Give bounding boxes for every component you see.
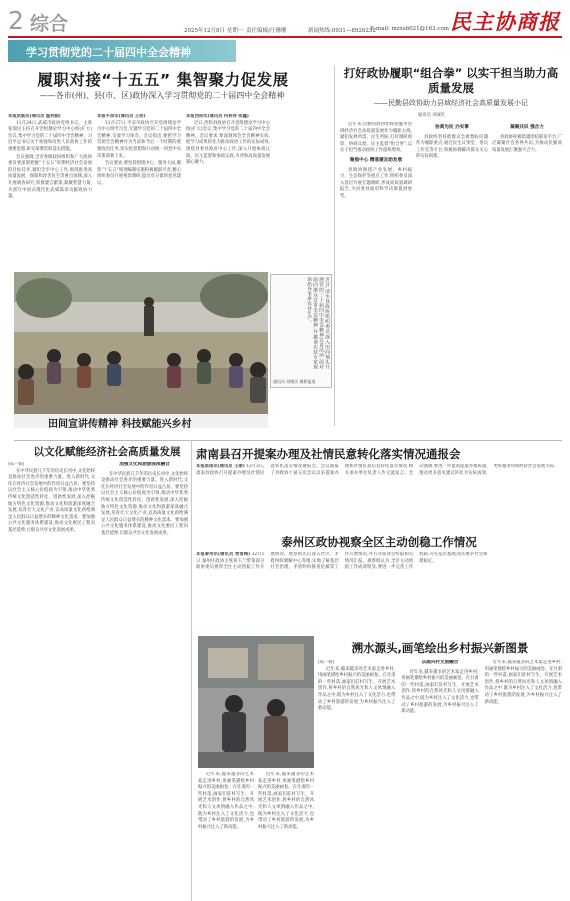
paper-logo: 民主协商报 xyxy=(450,10,560,34)
article1-byline1: 本报武威讯(通讯员 温利娟) xyxy=(8,114,61,119)
photo-side-credit: 通讯员 刘维民 摄影报道 xyxy=(273,379,316,384)
email-line: E-mail: mzxsb021@163.com xyxy=(370,26,449,32)
editor-line: 责任编辑/汪珊珊 xyxy=(246,28,287,34)
photo2-illustration xyxy=(198,636,314,768)
article1-subtitle: ——各市(州)、县(市、区)政协深入学习贯彻党的二十届四中全会精神 xyxy=(39,91,285,100)
page-number: 2 xyxy=(8,6,24,35)
article6-p1: 近年来,越来越多的艺术家走进乡村,用画笔描绘乡村振兴的美丽画卷。在甘肃的一些村落,画家们驻村写生、开展艺术创作,将乡村的自然风光和人文风情融入作品之中,既为乡村注入了文化活力,也带动了乡村旅游的发展,为乡村振兴注入了新动能。 xyxy=(318,666,396,712)
phone-line: 新闻热线:0931—8926232 xyxy=(308,28,376,34)
photo-side-box xyxy=(270,274,332,388)
article2-col1 xyxy=(340,122,412,384)
article2-head3: 凝聚共识 强合力 xyxy=(510,125,544,130)
article4-text: 12月1日,秦州区政协主席何玉兰带领部分政协委员视察全区主动创稳工作开展情况。视察组先后深入社区、矛盾纠纷调解中心等地,实地了解基层社会治理、矛盾纠纷排查化解等工作开展情况,并召开座谈会听取相关情况汇报。视察组认为,全区主动创稳工作成效明显,要进一步完善工作机制,夯实基层基础,切实维护社会和谐稳定。 xyxy=(196,552,488,571)
masthead xyxy=(8,6,562,36)
article2-col2 xyxy=(416,122,488,384)
article3-title: 肃南县召开提案办理及社情民意转化落实情况通报会 xyxy=(196,447,461,461)
article1-byline2: 本报平凉讯(通讯员 王妍) xyxy=(97,114,146,119)
article6-left-col xyxy=(198,772,314,894)
article4-body xyxy=(196,552,562,632)
news-photo-outdoor-lecture xyxy=(14,272,268,414)
article5-body xyxy=(8,462,188,894)
article5-byline: (郑一娟) xyxy=(8,462,25,467)
photo-caption-bar xyxy=(14,414,268,428)
article1-col2 xyxy=(97,114,181,264)
article2-p1: 近年来,民勤县政协始终把服务县域经济社会高质量发展作为履职主线,紧扣发展所需、民生所盼,打好调研视察、协商议政、民主监督“组合拳”,以实干担当推动政协工作提质增效。 xyxy=(340,122,412,154)
article2-p4: 县政协积极搭建团结联谊平台,广泛凝聚社会各界共识,为推动民勤高质量发展汇聚强大合力。 xyxy=(492,134,562,153)
article1-byline3: 本报西和讯(通讯员 何莉萍 张鑫) xyxy=(186,114,249,119)
article1-col3 xyxy=(186,114,270,264)
column-divider xyxy=(334,66,335,426)
photo-caption: 田间宣讲传精神 科技赋能兴乡村 xyxy=(48,419,192,430)
article4-title: 泰州区政协视察全区主动创稳工作情况 xyxy=(281,535,477,549)
article3-text: 12月3日,肃南县政协召开提案办理及社情民意转化落实情况通报会。会议通报了县政协十届五次会议以来提案办理和社情民意信息转化落实情况,相关承办单位负责人作交流发言。会议强调,要进一步提高提案办理质量,推动更多意见建议转化为实际成效,更好服务县域经济社会发展大局。 xyxy=(196,464,559,476)
article2-head1: 聚焦中心 精准建言助发展 xyxy=(349,157,403,163)
article3-byline: 本报肃南讯(通讯员 王丽) xyxy=(196,464,245,469)
photo-side-text: 近日,清水县政协组织委员深入田间地头开展党的二十届四中全会精神宣讲活动,面对面向群众宣讲全会精神,并邀请农技专家现场指导冬季农业生产。 xyxy=(306,277,329,369)
article6-title: 溯水源头,画笔绘出乡村振兴新图景 xyxy=(351,641,529,655)
article6-body xyxy=(318,660,562,896)
photo-illustration xyxy=(14,272,268,414)
article5-title: 以文化赋能经济社会高质量发展 xyxy=(33,446,181,458)
news-photo-village-painting xyxy=(198,636,314,768)
section-name: 综合 xyxy=(30,13,69,35)
article1-title: 履职对接“十五五” 集智聚力促发展 xyxy=(37,71,289,89)
article5-p1: 在中华民族几千年的历史长河中,文化始终是推动社会进步的重要力量。进入新时代,文化在经济社会发展中的作用日益凸显。要坚持以社会主义核心价值观为引领,推动中华优秀传统文化创造性转化、创新性发展,深入挖掘地方特色文化资源,推动文化和旅游深度融合发展,培育壮大文化产业,以高质量文化供给满足人民群众日益增长的精神文化需求。要加强公共文化服务体系建设,推动文化惠民工程向基层延伸,让群众共享文化发展成果。 xyxy=(8,468,95,533)
article6-head: 以画兴村文旅融合 xyxy=(421,660,459,665)
article6-left-p2: 近年来,越来越多的艺术家走进乡村,用画笔描绘乡村振兴的美丽画卷。在甘肃的一些村落,画家们驻村写生、开展艺术创作,将乡村的自然风光和人文风情融入作品之中,既为乡村注入了文化活力,也带动了乡村旅游的发展,为乡村振兴注入了新动能。 xyxy=(258,772,314,830)
article4-byline: 本报秦州讯(通讯员 贾雪梅) xyxy=(196,552,251,557)
article2-byline: 通讯员 刘成红 xyxy=(418,113,446,118)
masthead-rule xyxy=(8,36,562,38)
article1-col2-p1: 11月27日,平凉市政协召开党组理论学习中心组学习会,专题学习党的二十届四中全会精神,交流学习体会。会议指出,要把学习贯彻全会精神作为当前和今后一个时期的重要政治任务,切实把思想和行动统一到党中央决策部署上来。 xyxy=(97,120,181,159)
article1-col2-p2: 会议要求,要坚持围绕中心、服务大局,聚焦“十五五”规划编制实施积极履职尽责,精心组织委员开展视察调研,提出有分量的意见建议。 xyxy=(97,161,181,186)
article5-p2: 在中华民族几千年的历史长河中,文化始终是推动社会进步的重要力量。进入新时代,文化在经济社会发展中的作用日益凸显。要坚持以社会主义核心价值观为引领,推动中华优秀传统文化创造性转化、创新性发展,深入挖掘地方特色文化资源,推动文化和旅游深度融合发展,培育壮大文化产业,以高质量文化供给满足人民群众日益增长的精神文化需求。要加强公共文化服务体系建设,推动文化惠民工程向基层延伸,让群众共享文化发展成果。 xyxy=(101,471,188,536)
article2-head2: 协商为民 办实事 xyxy=(435,125,469,130)
article2-col3 xyxy=(492,122,562,384)
divider-rule xyxy=(14,440,562,441)
article2-p3: 县政协坚持把群众急难愁盼问题作为履职重点,通过民生议事堂、委员工作室等平台,积极协调解决群众关心的实际困难。 xyxy=(416,134,488,160)
banner-text: 学习贯彻党的二十届四中全会精神 xyxy=(26,46,191,59)
article6-p3: 近年来,越来越多的艺术家走进乡村,用画笔描绘乡村振兴的美丽画卷。在甘肃的一些村落,画家们驻村写生、开展艺术创作,将乡村的自然风光和人文风情融入作品之中,既为乡村注入了文化活力,也带动了乡村旅游的发展,为乡村振兴注入了新动能。 xyxy=(484,660,562,705)
article2-p2: 县政协围绕产业发展、乡村振兴、生态保护等重点工作,组织委员深入基层开展专题调研,形成高质量调研报告,为县委县政府科学决策提供参考。 xyxy=(340,167,412,199)
article6-left-p1: 近年来,越来越多的艺术家走进乡村,用画笔描绘乡村振兴的美丽画卷。在甘肃的一些村落,画家们驻村写生、开展艺术创作,将乡村的自然风光和人文风情融入作品之中,既为乡村注入了文化活力,也带动了乡村旅游的发展,为乡村振兴注入了新动能。 xyxy=(198,772,254,830)
article5-head: 加强文化和旅游深度融合 xyxy=(119,462,170,467)
article1-col1-p1: 11月24日,武威市政协党组书记、主席张瑞民主持召开党组理论学习中心组(扩大)会议,集中学习党的二十届四中全会精神、习近平总书记关于加强和改进人民政协工作的重要思想,研究部署贯彻落实措施。 xyxy=(8,120,92,152)
article6-p2: 近年来,越来越多的艺术家走进乡村,用画笔描绘乡村振兴的美丽画卷。在甘肃的一些村落,画家们驻村写生、开展艺术创作,将乡村的自然风光和人文风情融入作品之中,既为乡村注入了文化活力,也带动了乡村旅游的发展,为乡村振兴注入了新动能。 xyxy=(401,669,479,715)
article1-col3-p1: 近日,西和县政协召开党组理论学习中心组(扩大)会议,集中学习党的二十届四中全会精神。会议要求,要深刻领会全会精神实质,把学习成果转化为推动政协工作的实际成效,围绕县委县政府中心工作,深入开展协商议政、民主监督和参政议政,为西和高质量发展凝心聚力。 xyxy=(186,120,270,166)
article3-body xyxy=(196,464,562,530)
article1-col1-p2: 会议强调,全市各级政协组织和广大政协委员要深刻把握“十五五”时期经济社会发展的目标任务,紧扣全市中心工作,围绕推进高质量发展、保障和改善民生等重点领域,深入开展调查研究,积极建言献策,凝聚智慧力量,为谱写中国式现代化武威篇章贡献政协力量。 xyxy=(8,154,92,200)
article2-subtitle: ——民勤县政协助力县域经济社会高质量发展小记 xyxy=(374,99,528,107)
date-line: 2025年12月8日 星期一 xyxy=(184,28,244,34)
section-banner xyxy=(8,40,236,62)
article6-byline: (郑一娟) xyxy=(318,660,335,665)
column-divider-2 xyxy=(191,440,192,901)
article2-title: 打好政协履职“组合拳” 以实干担当助力高质量发展 xyxy=(343,66,559,95)
